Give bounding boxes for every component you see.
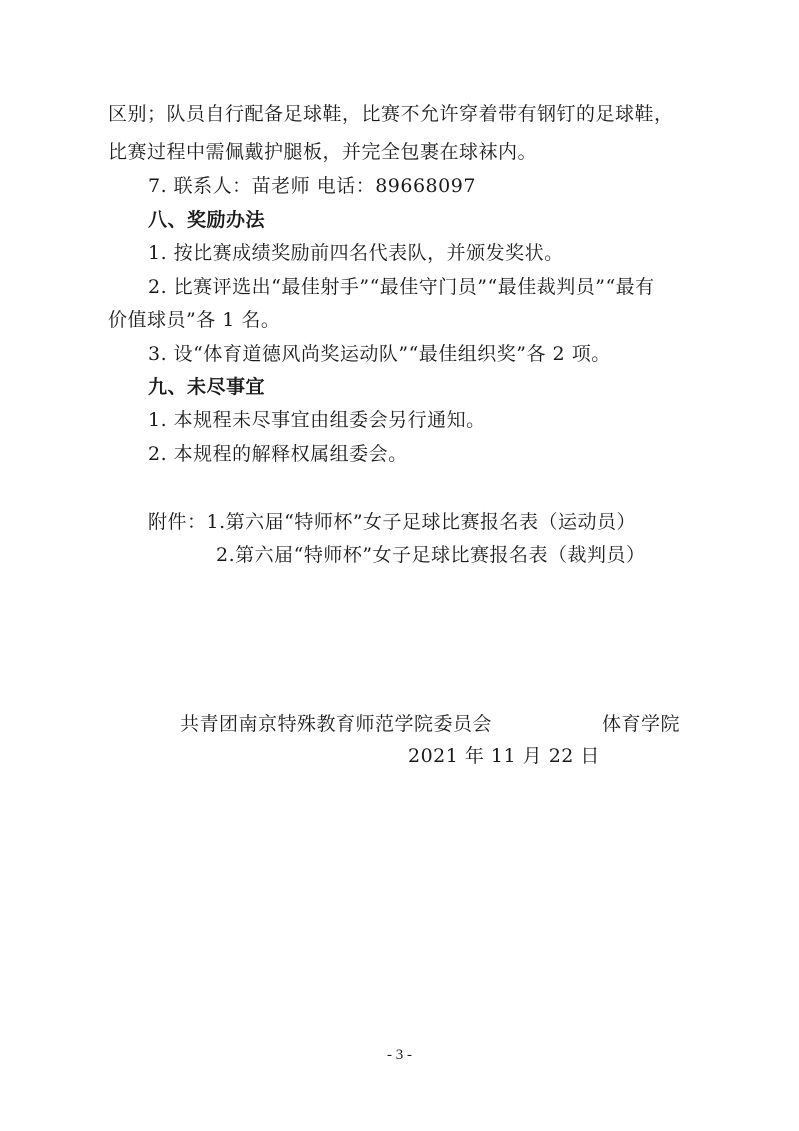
list-item: 3. 设“体育道德风尚奖运动队”“最佳组织奖”各 2 项。 [148,343,611,365]
list-item: 1. 按比赛成绩奖励前四名代表队，并颁发奖状。 [148,242,564,264]
page-number: - 3 - [387,1047,412,1063]
section-heading-awards: 八、奖励办法 [148,209,266,231]
list-item: 2. 本规程的解释权属组委会。 [148,443,408,465]
list-item-continuation: 价值球员”各 1 名。 [108,309,281,331]
section-heading-misc: 九、未尽事宜 [148,376,266,398]
paragraph-line: 比赛过程中需佩戴护腿板，并完全包裹在球袜内。 [108,141,538,163]
contact-line: 7. 联系人：苗老师 电话：89668097 [148,175,476,197]
signature-org-league: 共青团南京特殊教育师范学院委员会 [180,713,493,735]
paragraph-line: 区别；队员自行配备足球鞋，比赛不允许穿着带有钢钉的足球鞋， [108,103,674,125]
signature-org-pe: 体育学院 [602,713,681,735]
attachment-line: 2.第六届“特师杯”女子足球比赛报名表（裁判员） [216,544,646,566]
signature-date: 2021 年 11 月 22 日 [408,745,600,767]
attachment-line: 附件：1.第六届“特师杯”女子足球比赛报名表（运动员） [148,511,637,533]
list-item: 2. 比赛评选出“最佳射手”“最佳守门员”“最佳裁判员”“最有 [148,276,655,298]
list-item: 1. 本规程未尽事宜由组委会另行通知。 [148,409,486,431]
